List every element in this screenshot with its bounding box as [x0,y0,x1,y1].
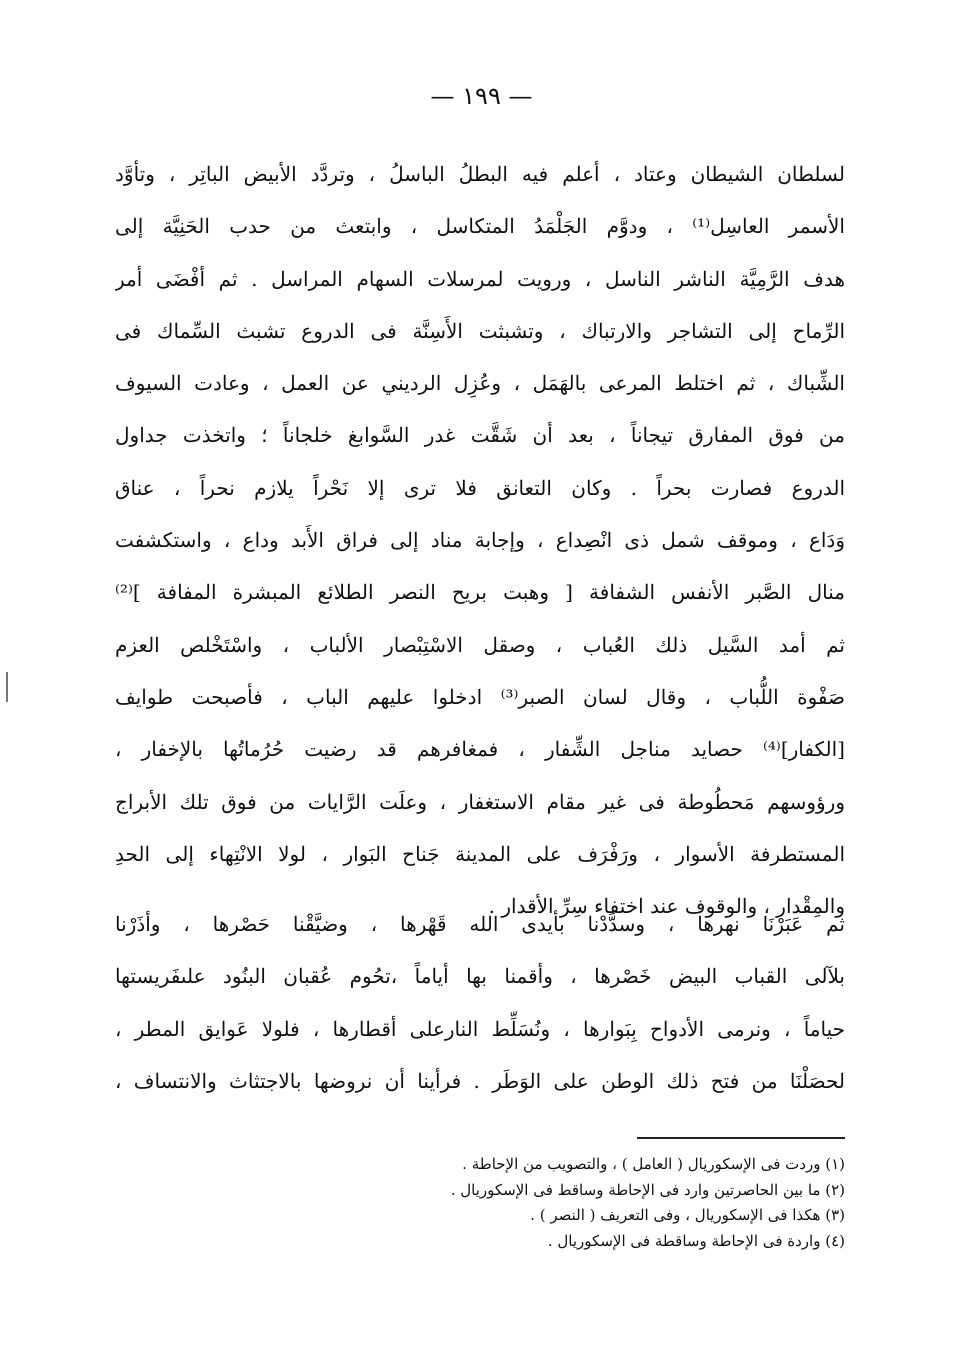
footnote-3: (٣) هكذا فى الإسكوريال ، وفى التعريف ( النصر ) . [530,1206,845,1224]
page-number: — ١٩٩ — [430,82,533,110]
text-line: بلآلى القباب البيض خَصْرها ، وأقمنا بها أياماً ،تحُوم عُقبان البنُود علىفَريستها [115,964,845,989]
text-line: وَدَاع ، وموقف شمل ذى انْصِداع ، وإجابة مناد إلى فراق الأَبد وداع ، واستكشفت [115,528,845,553]
text-line: منال الصَّبر الأنفس الشفافة [ وهبت بريح النصر الطلائع المبشرة المفافة ]⁽²⁾ [115,580,845,605]
text-line: الشِّباك ، ثم اختلط المرعى بالهَمَل ، وعُزِل الرديني عن العمل ، وعادت السيوف [115,371,845,396]
text-line: الأسمر العاسِل⁽¹⁾ ، ودوَّم الجَلْمَدُ المتكاسل ، وابتعث من حدب الحَنِيَّة إلى [115,214,845,239]
paragraph-1 [115,148,845,932]
text-line: لحصَلْنَا من فتح ذلك الوطن على الوَطَر . فرأينا أن نروضها بالاجتثاث والانتساف ، [115,1068,845,1093]
text-line: المستطرفة الأسوار ، ورَفْرَف على المدينة جَناح البَوار ، لولا الانْتِهاء إلى الحدِ [115,841,845,866]
text-line: [الكفار]⁽⁴⁾ حصايد مناجل الشِّفار ، فمغافرهم قد رضيت حُرُماتُها بالإخفار ، [115,737,845,762]
text-line: ورؤوسهم مَحطُوطة فى غير مقام الاستغفار ، وعلَت الرَّايات من فوق تلك الأبراج [115,789,845,814]
text-line: من فوق المفارق تيجاناً ، بعد أن شَقَّت غدر السَّوابغ خلجاناً ؛ واتخذت جداول [115,423,845,448]
footnote-4: (٤) واردة فى الإحاطة وساقطة فى الإسكوريال . [547,1231,845,1250]
text-line: صَفْوة اللُّباب ، وقال لسان الصبر⁽³⁾ ادخلوا عليهم الباب ، فأصبحت طوايف [115,684,845,709]
text-line: ثم أمد السَّيل ذلك العُباب ، وصقل الاسْتِبْصار الألباب ، واسْتَخْلص العزم [115,632,845,657]
footnote-2: (٢) ما بين الحاصرتين وارد فى الإحاطة وساقط فى الإسكوريال . [450,1180,845,1199]
footnotes [115,1152,845,1254]
text-line: حياماً ، ونرمى الأدواح بِبَوارها ، ونُسَلِّط النارعلى أقطارها ، فلولا عَوايق المطر ، [115,1016,845,1041]
text-line: ثم عَبَرْنَا نهرها ، وسدَّدْنا بأيدى الله قَهْرها ، وضيَّقْنا حَصْرها ، وأذَرْنا [115,912,845,936]
text-line: الرِّماح إلى التشاجر والارتباك ، وتشبثت الأَسِنَّة فى الدروع تشبث السِّماك فى [115,318,845,343]
footnote-divider [637,1137,845,1139]
text-line: لسلطان الشيطان وعتاد ، أعلم فيه البطلُ الباسلُ ، وتردَّد الأبيض الباتِر ، وتأوَّد [115,162,845,186]
footnote-1: (١) وردت فى الإسكوريال ( العامل ) ، والتصويب من الإحاطة . [462,1155,845,1173]
text-line: والمِقْدار ، والوقوف عند اختفاء سِرِّ الأقدار . [488,894,845,919]
text-line: هدف الرَّمِيَّة الناشر الناسل ، ورويت لمرسلات السهام المراسل . ثم أفْضَى أمر [115,266,845,291]
paragraph-2 [115,898,845,1107]
text-line: الدروع فصارت بحراً . وكان التعانق فلا ترى إلا نَحْراً يلازم نحراً ، عناق [115,475,845,500]
margin-mark [6,672,8,702]
